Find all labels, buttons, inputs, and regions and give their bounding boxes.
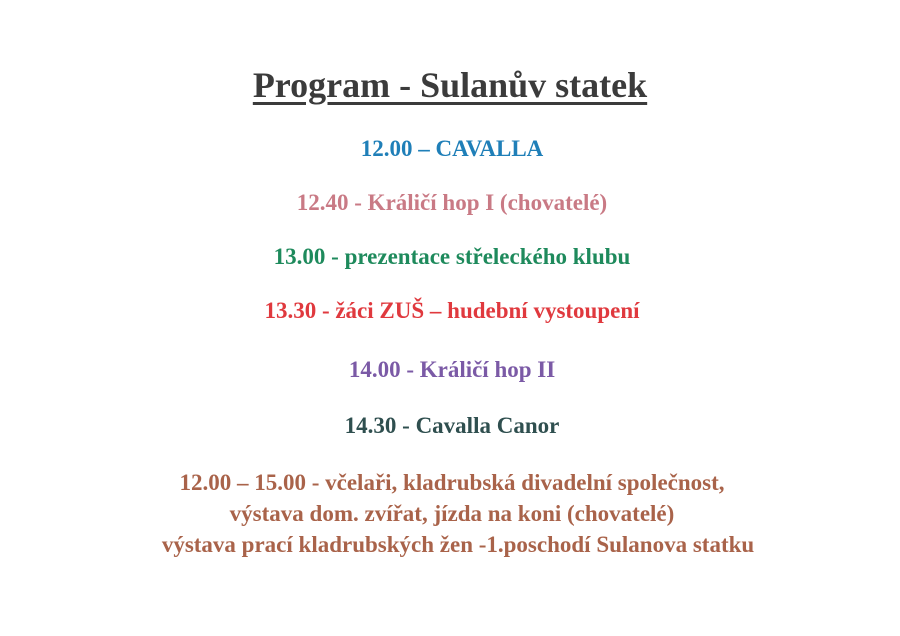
schedule-item-strelecky-klub: 13.00 - prezentace střeleckého klubu	[273, 244, 631, 269]
schedule-item-zus: 13.30 - žáci ZUŠ – hudební vystoupení	[264, 298, 640, 323]
schedule-item-kralici-hop-1: 12.40 - Králičí hop I (chovatelé)	[296, 190, 608, 215]
schedule-item-cavalla: 12.00 – CAVALLA	[360, 136, 544, 161]
all-day-line-2: výstava dom. zvířat, jízda na koni (chovatelé)	[229, 501, 675, 526]
page-title: Program - Sulanův statek	[252, 65, 648, 105]
schedule-item-kralici-hop-2: 14.00 - Králičí hop II	[348, 357, 556, 382]
all-day-line-1: 12.00 – 15.00 - včelaři, kladrubská divadelní společnost,	[179, 470, 725, 495]
all-day-line-3: výstava prací kladrubských žen -1.poschodí Sulanova statku	[161, 532, 755, 557]
schedule-item-cavalla-canor: 14.30 - Cavalla Canor	[344, 413, 560, 438]
